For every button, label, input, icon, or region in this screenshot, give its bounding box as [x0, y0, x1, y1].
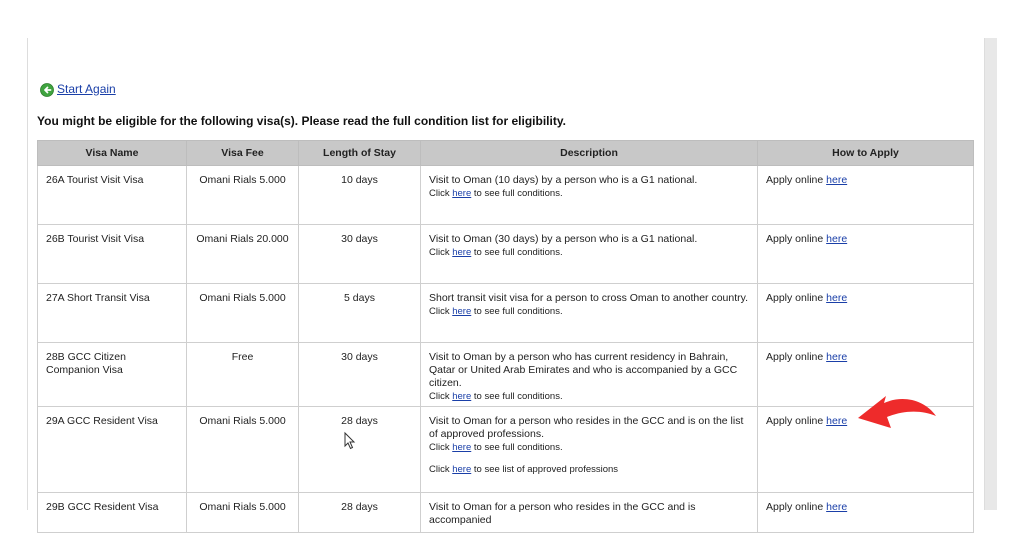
length-of-stay-cell: 30 days [299, 225, 421, 284]
professions-link[interactable]: here [452, 464, 472, 475]
eligibility-intro: You might be eligible for the following visa(s). Please read the full condition list for eligibility. [37, 114, 566, 128]
description-text: Visit to Oman (10 days) by a person who is a G1 national. [429, 174, 698, 186]
conditions-line: Click here to see full conditions. [429, 188, 563, 199]
description-text: Visit to Oman for a person who resides in the GCC and is accompanied [429, 501, 696, 526]
visa-name-cell: 28B GCC Citizen Companion Visa [38, 343, 187, 407]
visa-fee-cell: Free [187, 343, 299, 407]
curved-arrow-icon [850, 390, 940, 436]
visa-fee-cell: Omani Rials 5.000 [187, 284, 299, 343]
conditions-link[interactable]: here [452, 442, 472, 453]
spacer [429, 454, 749, 463]
visa-name-cell: 29B GCC Resident Visa [38, 493, 187, 533]
table-row [38, 407, 974, 493]
length-of-stay-cell: 5 days [299, 284, 421, 343]
description-cell [421, 166, 758, 225]
table-row [38, 343, 974, 407]
back-arrow-circle-icon[interactable] [40, 83, 54, 97]
length-of-stay-cell: 28 days [299, 407, 421, 493]
description-cell [421, 225, 758, 284]
apply-online-link[interactable]: here [826, 292, 848, 304]
visa-fee-cell: Omani Rials 5.000 [187, 166, 299, 225]
conditions-link[interactable]: here [452, 188, 472, 199]
how-to-apply-cell: Apply online here [758, 343, 974, 407]
apply-online-link[interactable]: here [826, 501, 848, 513]
visa-name-cell: 26B Tourist Visit Visa [38, 225, 187, 284]
col-header-visa-name: Visa Name [38, 141, 187, 166]
conditions-link[interactable]: here [452, 391, 472, 402]
how-to-apply-cell: Apply online here [758, 493, 974, 533]
conditions-link[interactable]: here [452, 306, 472, 317]
length-of-stay-cell: 28 days [299, 493, 421, 533]
table-row [38, 493, 974, 533]
apply-online-link[interactable]: here [826, 233, 848, 245]
apply-online-link[interactable]: here [826, 174, 848, 186]
conditions-line: Click here to see full conditions. [429, 391, 563, 402]
visa-name-cell: 26A Tourist Visit Visa [38, 166, 187, 225]
apply-online-link[interactable]: here [826, 351, 848, 363]
table-row [38, 225, 974, 284]
right-gutter [984, 38, 997, 510]
how-to-apply-cell: Apply online here [758, 225, 974, 284]
description-cell [421, 493, 758, 533]
col-header-length-of-stay: Length of Stay [299, 141, 421, 166]
description-cell [421, 343, 758, 407]
description-text: Short transit visit visa for a person to cross Oman to another country. [429, 292, 749, 304]
description-text: Visit to Oman by a person who has current residency in Bahrain, Qatar or United Arab Emirates and who is accompanied by a GCC citizen. [429, 351, 738, 389]
conditions-line: Click here to see full conditions. [429, 247, 563, 258]
visa-name-cell: 29A GCC Resident Visa [38, 407, 187, 493]
table-row [38, 166, 974, 225]
apply-online-link[interactable]: here [826, 415, 848, 427]
description-cell [421, 284, 758, 343]
col-header-visa-fee: Visa Fee [187, 141, 299, 166]
professions-line: Click here to see list of approved professions [429, 464, 619, 475]
length-of-stay-cell: 10 days [299, 166, 421, 225]
start-again-link[interactable]: Start Again [57, 81, 116, 96]
table-row [38, 284, 974, 343]
col-header-description: Description [421, 141, 758, 166]
conditions-link[interactable]: here [452, 247, 472, 258]
visa-results-page [27, 38, 985, 526]
visa-fee-cell: Omani Rials 5.000 [187, 407, 299, 493]
conditions-line: Click here to see full conditions. [429, 306, 563, 317]
visa-name-cell: 27A Short Transit Visa [38, 284, 187, 343]
col-header-how-to-apply: How to Apply [758, 141, 974, 166]
table-header-row [38, 141, 974, 166]
description-cell [421, 407, 758, 493]
how-to-apply-cell: Apply online here [758, 166, 974, 225]
how-to-apply-cell: Apply online here [758, 407, 974, 493]
description-text: Visit to Oman for a person who resides in the GCC and is on the list of approved professions. [429, 415, 744, 440]
visa-table [37, 140, 974, 533]
how-to-apply-cell: Apply online here [758, 284, 974, 343]
description-text: Visit to Oman (30 days) by a person who is a G1 national. [429, 233, 698, 245]
conditions-line: Click here to see full conditions. [429, 442, 563, 453]
start-again-link-group[interactable] [40, 80, 116, 97]
mouse-pointer-icon [344, 432, 356, 450]
visa-fee-cell: Omani Rials 5.000 [187, 493, 299, 533]
visa-fee-cell: Omani Rials 20.000 [187, 225, 299, 284]
length-of-stay-cell: 30 days [299, 343, 421, 407]
